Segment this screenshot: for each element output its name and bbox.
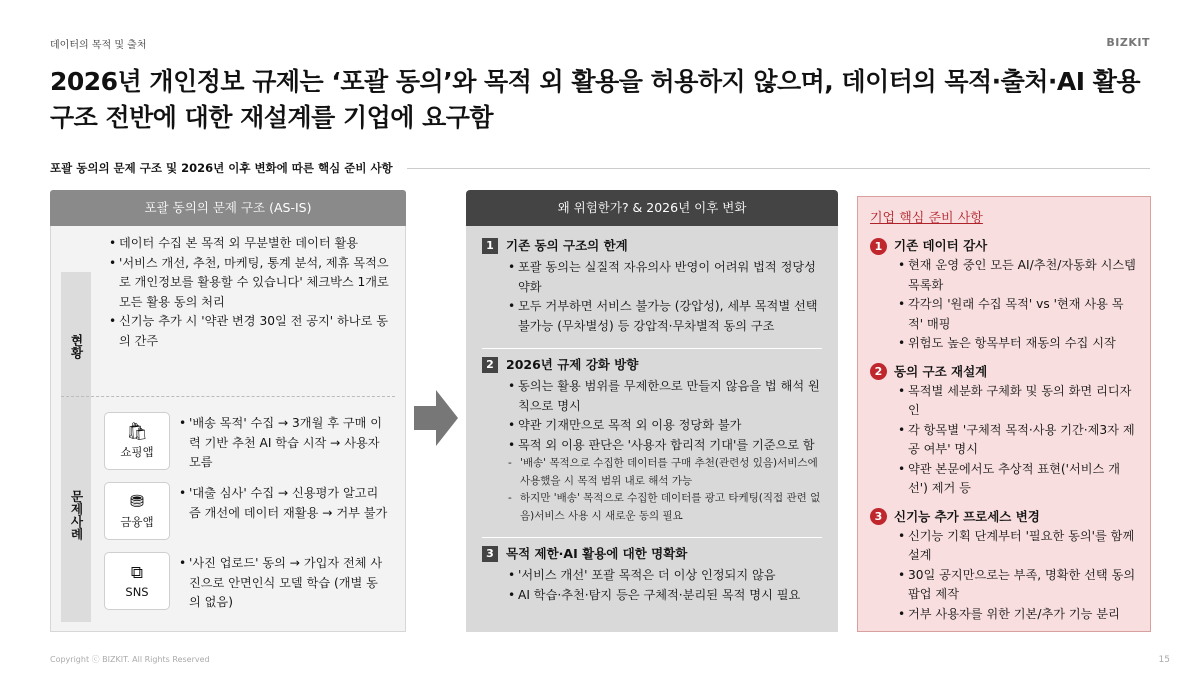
dashed-divider (61, 396, 395, 397)
cases-tag: 문제사례 (61, 408, 91, 622)
list-item: • 모두 거부하면 서비스 불가능 (강압성), 세부 목적별 선택 불가능 (무차별성) 등 강압적·무차별적 동의 구조 (508, 297, 822, 336)
section-label: 데이터의 목적 및 출처 (50, 40, 147, 51)
sub-item: - '배송' 목적으로 수집한 데이터를 구매 추천(관련성 있음)서비스에 사용했을 시 목적 범위 내로 해석 가능 (508, 455, 822, 490)
page-number: 15 (1158, 655, 1170, 665)
section-number: 2 (870, 363, 887, 380)
prep-section-1 (870, 236, 1138, 354)
list-item: • 동의는 활용 범위를 무제한으로 만들지 않음을 법 해석 원칙으로 명시 (508, 377, 822, 416)
asis-panel (50, 190, 406, 632)
prep-title: 기업 핵심 준비 사항 (870, 211, 983, 226)
prep-section-3 (870, 507, 1138, 625)
section-title: 동의 구조 재설계 (894, 363, 988, 379)
sub-item: - 하지만 '배송' 목적으로 수집한 데이터를 광고 타케팅(직접 관련 없음)서비스 사용 시 새로운 동의 필요 (508, 490, 822, 525)
coins-icon: ⛃ (129, 492, 145, 512)
current-tag: 현황 (61, 272, 91, 420)
section-number: 1 (482, 238, 498, 254)
case-text: • '대출 심사' 수집 → 신용평가 알고리즘 개선에 데이터 재활용 → 거부 불가 (179, 484, 389, 523)
list-item: • 데이터 수집 본 목적 외 무분별한 데이터 활용 (109, 234, 394, 254)
section-title: 신기능 추가 프로세스 변경 (894, 508, 1040, 524)
list-item: • 목적 외 이용 판단은 '사용자 합리적 기대'를 기준으로 함 (508, 436, 822, 456)
subtitle-row (50, 160, 1150, 176)
photo-share-icon: ⧉ (130, 563, 144, 583)
section-title: 기존 동의 구조의 한계 (506, 238, 628, 253)
case-card-sns: ⧉ SNS (104, 552, 170, 610)
prep-panel (857, 196, 1151, 632)
top-bar (50, 36, 1150, 51)
list-item: • 30일 공지만으로는 부족, 명확한 선택 동의 팝업 제작 (898, 566, 1138, 605)
why-body (466, 226, 838, 632)
section-number: 3 (482, 546, 498, 562)
section-number: 2 (482, 357, 498, 373)
list-item: • 현재 운영 중인 모든 AI/추천/자동화 시스템 목록화 (898, 256, 1138, 295)
list-item: • 각 항목별 '구체적 목적·사용 기간·제3자 제공 여부' 명시 (898, 421, 1138, 460)
page-title: 2026년 개인정보 규제는 ‘포괄 동의’와 목적 외 활용을 허용하지 않으며, 데이터의 목적·출처·AI 활용 구조 전반에 대한 재설계를 기업에 요구함 (50, 67, 1141, 132)
divider (482, 348, 822, 349)
section-title: 목적 제한·AI 활용에 대한 명확화 (506, 546, 688, 561)
section-number: 3 (870, 508, 887, 525)
prep-section-2 (870, 362, 1138, 499)
subtitle: 포괄 동의의 문제 구조 및 2026년 이후 변화에 따른 핵심 준비 사항 (50, 161, 393, 175)
why-panel (466, 190, 838, 632)
right-arrow-icon (414, 388, 458, 448)
shopping-bag-icon: 🛍 (126, 422, 148, 442)
list-item: • 목적별 세분화 구체화 및 동의 화면 리디자인 (898, 382, 1138, 421)
why-section-1 (482, 236, 822, 342)
section-number: 1 (870, 238, 887, 255)
section-title: 2026년 규제 강화 방향 (506, 357, 639, 372)
list-item: • 거부 사용자를 위한 기본/추가 기능 분리 (898, 605, 1138, 625)
divider (482, 537, 822, 538)
list-item: • '서비스 개선' 포괄 목적은 더 이상 인정되지 않음 (508, 566, 822, 586)
list-item: • 약관 본문에서도 추상적 표현('서비스 개선') 제거 등 (898, 460, 1138, 499)
current-list (109, 234, 394, 351)
case-card-shopping: 🛍 쇼핑앱 (104, 412, 170, 470)
why-header: 왜 위험한가? & 2026년 이후 변화 (466, 190, 838, 226)
brand-logo: BIZKIT (1106, 36, 1150, 49)
section-title: 기존 데이터 감사 (894, 238, 988, 253)
why-section-3 (482, 544, 822, 611)
list-item: • 신기능 기획 단계부터 '필요한 동의'를 함께 설계 (898, 527, 1138, 566)
list-item: • AI 학습·추천·탐지 등은 구체적·분리된 목적 명시 필요 (508, 586, 822, 606)
case-text: • '사진 업로드' 동의 → 가입자 전체 사진으로 안면인식 모델 학습 (개별 동의 없음) (179, 554, 389, 613)
case-card-finance: ⛃ 금융앱 (104, 482, 170, 540)
list-item: • 위험도 높은 항목부터 재동의 수집 시작 (898, 334, 1138, 354)
asis-body (50, 226, 406, 632)
why-section-2 (482, 355, 822, 531)
case-text: • '배송 목적' 수집 → 3개월 후 구매 이력 기반 추천 AI 학습 시작 → 사용자 모름 (179, 414, 389, 473)
list-item: • 약관 기재만으로 목적 외 이용 정당화 불가 (508, 416, 822, 436)
list-item: • 포괄 동의는 실질적 자유의사 반영이 어려워 법적 정당성 약화 (508, 258, 822, 297)
divider (407, 168, 1150, 169)
list-item: • 각각의 '원래 수집 목적' vs '현재 사용 목적' 매핑 (898, 295, 1138, 334)
asis-header: 포괄 동의의 문제 구조 (AS-IS) (50, 190, 406, 226)
list-item: • 신기능 추가 시 '약관 변경 30일 전 공지' 하나로 동의 간주 (109, 312, 394, 351)
list-item: • '서비스 개선, 추천, 마케팅, 통계 분석, 제휴 목적으로 개인정보를 활용할 수 있습니다' 체크박스 1개로 모든 활용 동의 처리 (109, 254, 394, 313)
copyright: Copyright ⓒ BIZKIT. All Rights Reserved (50, 655, 210, 664)
